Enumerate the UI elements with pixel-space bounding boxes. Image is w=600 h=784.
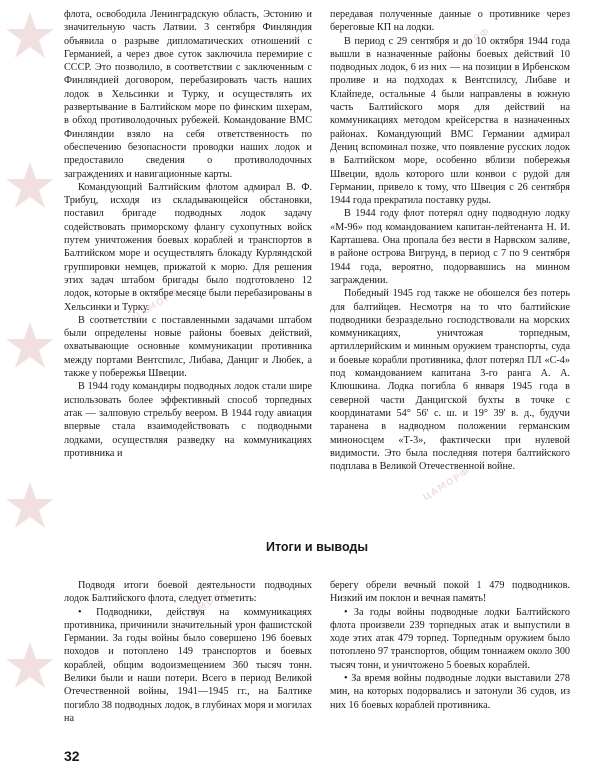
star-icon <box>4 640 56 692</box>
paragraph: • Подводники, действуя на коммуникациях противника, причинили значительный урон фашистской Германии. За годы войны было совершено 196 боевых походов и потоплено 149 транспортов и боевых кораблей, общим водоизмещением 360 тысяч тонн. Велики были и наши потери. Всего в период Великой Отечественной войны, 1941—1945 гг., на Балтике погибло 38 подводных лодок, в глубинах моря и могилах на <box>64 606 312 724</box>
paragraph: Подводя итоги боевой деятельности подводных лодок Балтийского флота, следует отметить: <box>64 580 312 605</box>
paragraph: В 1944 году флот потерял одну подводную лодку «М-96» под командованием капитан-лейтенанта Н. И. Карташева. Она пропала без вести в Нарвском заливе, в районе острова Вигрунд, в период с 7 по 9 сентября 1944 года, вероятно, подорвавшись на минном заграждении. <box>330 208 570 286</box>
paragraph: берегу обрели вечный покой 1 479 подводников. Низкий им поклон и вечная память! <box>330 580 570 605</box>
watermark-text: ЦАМОРФ <box>181 586 233 624</box>
text-column-top-right <box>330 8 570 473</box>
star-icon <box>4 160 56 212</box>
page-number: 32 <box>64 748 80 764</box>
paragraph: Победный 1945 год также не обошелся без потерь для балтийцев. Несмотря на то что балтийские подводники безраздельно господствовали на морских коммуникациях, уничтожая торпедным, артиллерийским и минным оружием транспорты, суда и боевые корабли противника, флот потерял ПЛ «С-4» под командованием капитана 3-го ранга А. А. Клюшкина. Лодка погибла 6 января 1945 года в северной части Данцигской бухты в точке с координатами 54° 56' с. ш. и 19° 39' в. д., будучи таранена в надводном положении германским миноносцем «Т-3», фактически при нулевой видимости. Это была последняя потеря балтийского подплава в Великой Отечественной войне. <box>330 288 570 473</box>
section-heading: Итоги и выводы <box>265 540 369 554</box>
watermark-text: ЦАМОРФ <box>421 466 473 504</box>
paragraph: В период с 29 сентября и до 10 октября 1944 года вышли в назначенные районы боевых действий 10 подводных лодок, 6 из них — на позиции в Ирбенском проливе и на подходах к Вентспилсу, Либаве и Клайпеде, остальные 4 были направлены в южную часть Балтийского моря для действий на коммуникациях методом крейсерства в назначенных районах. Командующий ВМС Германии адмирал Дениц вспоминал позже, что появление русских лодок в Балтийском море, особенно вблизи побережья Швеции, вдоль которого шли конвои с рудой для Германии, привело к тому, что Швеция с 26 сентября 1944 года прекратила поставку руды. <box>330 35 570 207</box>
paragraph: • За годы войны подводные лодки Балтийского флота произвели 239 торпедных атак и выпустили в ходе этих атак 479 торпед. Торпедным оружием было потоплено 97 транспортов, общим тоннажем около 300 тысяч тонн, и уничтожено 5 боевых кораблей. <box>330 606 571 671</box>
text-column-bottom-right <box>330 579 570 712</box>
text-column-bottom-left <box>64 579 312 725</box>
paragraph: флота, освободила Ленинградскую область, Эстонию и значительную часть Латвии. 3 сентября Финляндия объявила о разрыве дипломатических отношений с Германией, а через двое суток заключила перемирие с СССР. Это позволило, в соответствии с заключенным с Финляндией договором, перебазировать часть наших лодок в Хельсинки и Турку, и осуществлять их развертывание в Балтийском море по финским шхерам, в обход противолодочных рубежей. Командование ВМС Финляндии взяло на себя ответственность по обеспечению безопасности проводки наших лодок и предоставило сведения о противолодочных заграждениях и навигационные карты. <box>64 9 312 180</box>
paragraph: • За время войны подводные лодки выставили 278 мин, на которых подорвались и затонули 36 судов, из них 16 боевых кораблей противника. <box>330 673 570 711</box>
star-icon <box>4 480 56 532</box>
watermark-text: ЦАМОРФ <box>131 286 183 324</box>
paragraph: В 1944 году командиры подводных лодок стали шире использовать более эффективный способ торпедных атак — залповую стрельбу веером. В 1944 году авиация впервые стала взаимодействовать с подводными лодками, осуществляя разведку на коммуникациях противника и <box>64 381 312 459</box>
star-icon <box>4 320 56 372</box>
paragraph: В соответствии с поставленными задачами штабом были определены новые районы боевых действий, охватывающие основные коммуникации противника между портами Вентспилс, Либава, Данциг и Любек, а также у побережья Швеции. <box>64 314 312 380</box>
star-icon <box>4 10 56 62</box>
watermark-text: ЦАМОРФ <box>441 26 493 64</box>
text-column-top-left <box>64 8 312 460</box>
paragraph: передавая полученные данные о противнике через береговые КП на лодки. <box>330 9 570 34</box>
paragraph: Командующий Балтийским флотом адмирал В. Ф. Трибуц, исходя из складывающейся обстановки, поставил бригаде подводных лодок задачу содействовать приморскому флангу сухопутных войск путем уничтожения боевых кораблей и транспортов в Балтийском море и осуществлять блокаду Курляндской группировки немцев, прижатой к морю. Для решения этих задач штабом бригады было подготовлено 12 лодок, которые в октябре месяце были перебазированы в Хельсинки и Турку. <box>64 181 312 313</box>
